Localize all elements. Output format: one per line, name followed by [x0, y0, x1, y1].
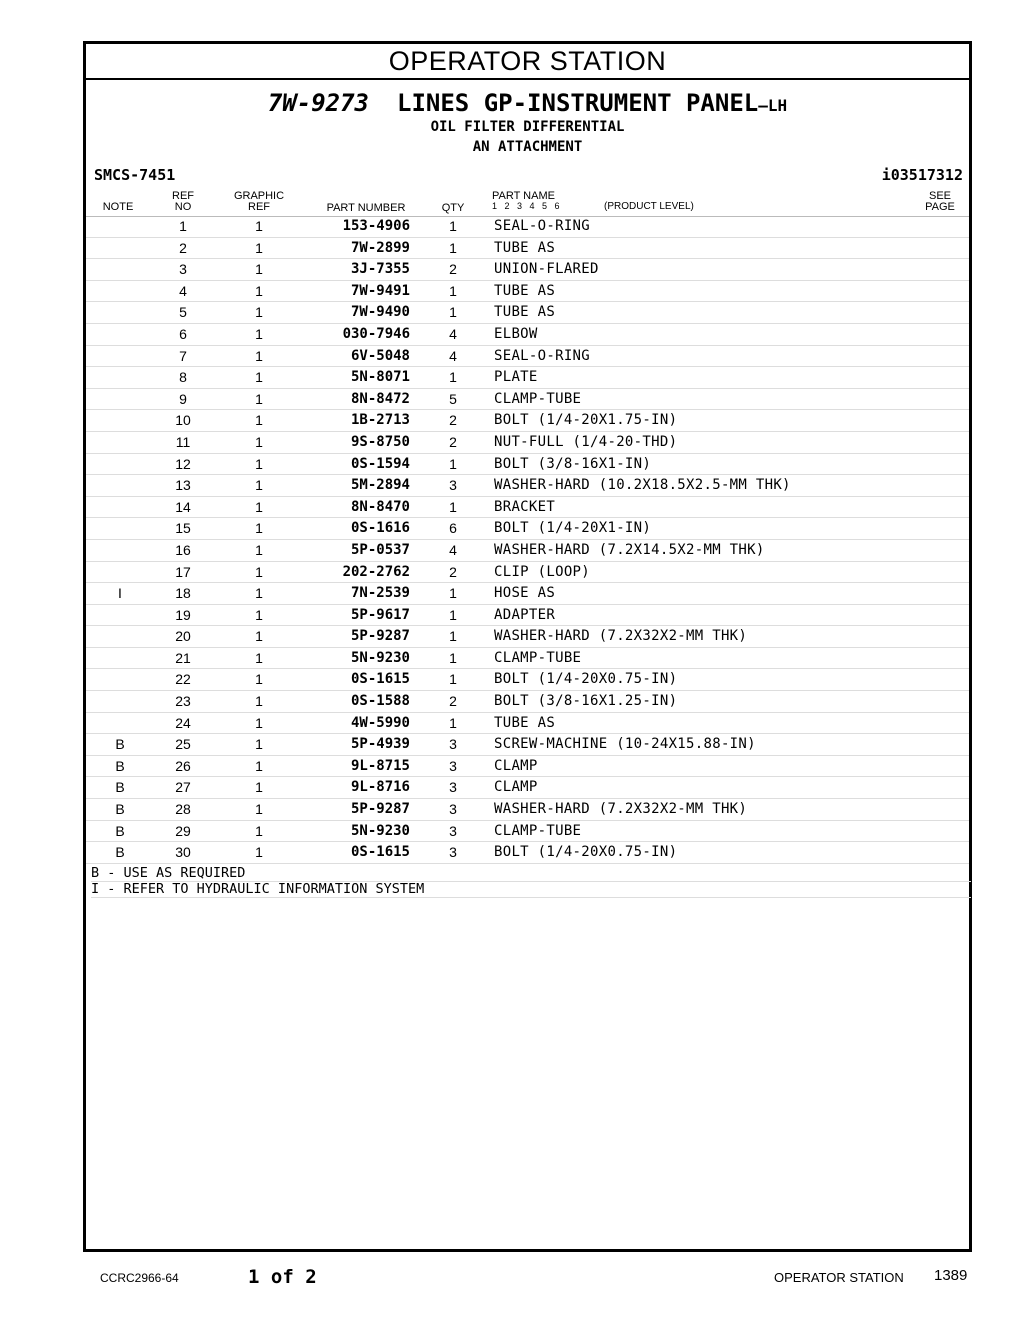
table-row: [86, 821, 969, 843]
footer-page-of: 1 of 2: [248, 1266, 317, 1288]
graphic-ref-cell: 1: [255, 390, 263, 407]
table-row: [86, 324, 969, 346]
graphic-ref-cell: 1: [255, 714, 263, 731]
graphic-ref-cell: 1: [255, 844, 263, 861]
part-name-cell: BOLT (1/4-20X1-IN): [494, 520, 652, 537]
part-name-cell: SEAL-O-RING: [494, 347, 591, 364]
graphic-ref-cell: 1: [255, 304, 263, 321]
part-number-cell: 1B-2713: [350, 412, 410, 429]
graphic-ref-cell: 1: [255, 239, 263, 256]
part-number-cell: 7N-2539: [350, 585, 410, 602]
qty-cell: 1: [449, 628, 457, 645]
part-name-cell: CLAMP-TUBE: [494, 649, 582, 666]
graphic-ref-cell: 1: [255, 541, 263, 558]
part-number-cell: 9L-8716: [350, 779, 410, 796]
table-row: [86, 734, 969, 756]
graphic-ref-cell: 1: [255, 628, 263, 645]
qty-cell: 1: [449, 239, 457, 256]
graphic-ref-cell: 1: [255, 325, 263, 342]
graphic-ref-cell: 1: [255, 606, 263, 623]
graphic-ref-cell: 1: [255, 369, 263, 386]
part-name-cell: ADAPTER: [494, 606, 556, 623]
col-note: NOTE: [102, 201, 134, 213]
table-row: [86, 583, 969, 605]
table-row: [86, 497, 969, 519]
part-name-cell: TUBE AS: [494, 239, 556, 256]
group-heading: [86, 88, 969, 121]
illustration-id: i03517312: [881, 166, 963, 184]
qty-cell: 3: [449, 779, 457, 796]
part-name-cell: TUBE AS: [494, 282, 556, 299]
part-number-cell: 0S-1588: [350, 693, 410, 710]
graphic-ref-cell: 1: [255, 282, 263, 299]
qty-cell: 2: [449, 433, 457, 450]
part-name-cell: BOLT (1/4-20X0.75-IN): [494, 844, 678, 861]
table-row: [86, 691, 969, 713]
part-number-cell: 5P-9287: [350, 801, 410, 818]
qty-cell: 4: [449, 347, 457, 364]
part-name-cell: WASHER-HARD (7.2X32X2-MM THK): [494, 801, 748, 818]
ref-cell: 8: [179, 369, 187, 386]
section-title: OPERATOR STATION: [86, 44, 969, 80]
part-name-cell: WASHER-HARD (7.2X14.5X2-MM THK): [494, 541, 765, 558]
ref-cell: 10: [175, 412, 191, 429]
table-row: [86, 562, 969, 584]
part-name-cell: UNION-FLARED: [494, 261, 599, 278]
graphic-ref-cell: 1: [255, 779, 263, 796]
part-name-cell: HOSE AS: [494, 585, 556, 602]
graphic-ref-cell: 1: [255, 801, 263, 818]
note-cell: B: [115, 822, 125, 839]
graphic-ref-cell: 1: [255, 693, 263, 710]
col-product-level: (PRODUCT LEVEL): [604, 201, 694, 212]
table-row: [86, 367, 969, 389]
table-row: [86, 346, 969, 368]
col-part-number: PART NUMBER: [326, 202, 406, 214]
graphic-ref-cell: 1: [255, 671, 263, 688]
ref-cell: 23: [175, 693, 191, 710]
graphic-ref-cell: 1: [255, 736, 263, 753]
ref-cell: 20: [175, 628, 191, 645]
qty-cell: 1: [449, 369, 457, 386]
qty-cell: 5: [449, 390, 457, 407]
graphic-ref-cell: 1: [255, 585, 263, 602]
part-number-cell: 9S-8750: [350, 433, 410, 450]
ref-cell: 26: [175, 757, 191, 774]
part-number-cell: 5M-2894: [350, 477, 410, 494]
graphic-ref-cell: 1: [255, 347, 263, 364]
part-number-cell: 8N-8472: [350, 390, 410, 407]
table-row: [86, 216, 969, 238]
graphic-ref-cell: 1: [255, 218, 263, 234]
part-number-cell: 030-7946: [342, 325, 410, 342]
table-row: [86, 238, 969, 260]
graphic-ref-cell: 1: [255, 433, 263, 450]
ref-cell: 15: [175, 520, 191, 537]
col-see-bottom: PAGE: [925, 201, 955, 213]
qty-cell: 1: [449, 498, 457, 515]
graphic-ref-cell: 1: [255, 563, 263, 580]
qty-cell: 3: [449, 477, 457, 494]
part-name-cell: CLAMP: [494, 779, 538, 796]
part-name-cell: CLAMP: [494, 757, 538, 774]
part-name-cell: TUBE AS: [494, 714, 556, 731]
part-number-cell: 202-2762: [342, 563, 410, 580]
table-row: [86, 259, 969, 281]
ref-cell: 30: [175, 844, 191, 861]
qty-cell: 1: [449, 671, 457, 688]
part-number-cell: 5P-4939: [350, 736, 410, 753]
qty-cell: 1: [449, 606, 457, 623]
part-number-cell: 0S-1615: [350, 844, 410, 861]
graphic-ref-cell: 1: [255, 649, 263, 666]
qty-cell: 1: [449, 218, 457, 234]
footer-section: OPERATOR STATION: [774, 1270, 904, 1285]
part-number-cell: 7W-9491: [350, 282, 410, 299]
part-name-cell: PLATE: [494, 369, 538, 386]
page-frame: [83, 41, 972, 1252]
part-number-cell: 8N-8470: [350, 498, 410, 515]
smcs-code: SMCS-7451: [94, 166, 176, 184]
ref-cell: 28: [175, 801, 191, 818]
col-levels: 1 2 3 4 5 6: [492, 201, 560, 211]
part-name-cell: TUBE AS: [494, 304, 556, 321]
part-name-cell: ELBOW: [494, 325, 538, 342]
footer-doc-code: CCRC2966-64: [100, 1271, 179, 1285]
graphic-ref-cell: 1: [255, 822, 263, 839]
part-number-cell: 7W-2899: [350, 239, 410, 256]
part-name-cell: SEAL-O-RING: [494, 218, 591, 234]
ref-cell: 27: [175, 779, 191, 796]
qty-cell: 1: [449, 455, 457, 472]
table-row: [86, 669, 969, 691]
group-title: LINES GP-INSTRUMENT PANEL: [397, 89, 759, 117]
table-row: [86, 799, 969, 821]
part-name-cell: WASHER-HARD (7.2X32X2-MM THK): [494, 628, 748, 645]
qty-cell: 6: [449, 520, 457, 537]
qty-cell: 1: [449, 585, 457, 602]
table-row: [86, 605, 969, 627]
part-number-cell: 5N-8071: [350, 369, 410, 386]
table-row: [86, 626, 969, 648]
table-row: [86, 777, 969, 799]
ref-cell: 4: [179, 282, 187, 299]
note-cell: B: [115, 779, 125, 796]
part-name-cell: CLIP (LOOP): [494, 563, 591, 580]
col-ref-bottom: NO: [174, 201, 192, 213]
table-row: [86, 842, 969, 864]
parts-table: [86, 216, 969, 864]
column-header: [86, 189, 969, 217]
ref-cell: 14: [175, 498, 191, 515]
col-part-name: PART NAME: [492, 190, 555, 202]
part-number-cell: 0S-1616: [350, 520, 410, 537]
ref-cell: 19: [175, 606, 191, 623]
note-cell: B: [115, 801, 125, 818]
part-name-cell: BOLT (3/8-16X1.25-IN): [494, 693, 678, 710]
col-ref-top: REF: [172, 190, 194, 202]
ref-cell: 11: [175, 433, 191, 450]
ref-cell: 3: [179, 261, 187, 278]
part-number-cell: 5P-0537: [350, 541, 410, 558]
ref-cell: 18: [175, 585, 191, 602]
qty-cell: 3: [449, 844, 457, 861]
ref-cell: 2: [179, 239, 187, 256]
part-number-cell: 6V-5048: [350, 347, 410, 364]
group-part-number: 7W-9273: [267, 89, 369, 117]
ref-cell: 21: [175, 649, 191, 666]
part-number-cell: 4W-5990: [350, 714, 410, 731]
table-row: [86, 648, 969, 670]
qty-cell: 2: [449, 261, 457, 278]
part-number-cell: 5P-9287: [350, 628, 410, 645]
part-number-cell: 9L-8715: [350, 757, 410, 774]
ref-cell: 9: [179, 390, 187, 407]
ref-cell: 7: [179, 347, 187, 364]
group-suffix: —LH: [758, 96, 788, 115]
part-name-cell: BOLT (3/8-16X1-IN): [494, 455, 652, 472]
col-graphic-top: GRAPHIC: [233, 190, 285, 202]
part-name-cell: NUT-FULL (1/4-20-THD): [494, 433, 678, 450]
note-cell: I: [118, 585, 122, 602]
table-row: [86, 713, 969, 735]
note-cell: B: [115, 844, 125, 861]
part-name-cell: WASHER-HARD (10.2X18.5X2.5-MM THK): [494, 477, 791, 494]
qty-cell: 1: [449, 304, 457, 321]
graphic-ref-cell: 1: [255, 477, 263, 494]
part-number-cell: 5N-9230: [350, 822, 410, 839]
qty-cell: 2: [449, 693, 457, 710]
table-row: [86, 756, 969, 778]
graphic-ref-cell: 1: [255, 520, 263, 537]
qty-cell: 1: [449, 282, 457, 299]
part-number-cell: 3J-7355: [350, 261, 410, 278]
qty-cell: 2: [449, 412, 457, 429]
graphic-ref-cell: 1: [255, 455, 263, 472]
part-name-cell: SCREW-MACHINE (10-24X15.88-IN): [494, 736, 756, 753]
qty-cell: 2: [449, 563, 457, 580]
ref-cell: 16: [175, 541, 191, 558]
ref-cell: 13: [175, 477, 191, 494]
note-cell: B: [115, 736, 125, 753]
qty-cell: 3: [449, 736, 457, 753]
table-row: [86, 410, 969, 432]
table-row: [86, 540, 969, 562]
part-number-cell: 153-4906: [342, 218, 410, 234]
graphic-ref-cell: 1: [255, 498, 263, 515]
table-row: [86, 281, 969, 303]
part-name-cell: BOLT (1/4-20X0.75-IN): [494, 671, 678, 688]
qty-cell: 4: [449, 541, 457, 558]
ref-cell: 22: [175, 671, 191, 688]
ref-cell: 12: [175, 455, 191, 472]
part-name-cell: CLAMP-TUBE: [494, 822, 582, 839]
col-see-top: SEE: [928, 190, 951, 202]
table-row: [86, 389, 969, 411]
col-qty: QTY: [441, 202, 465, 214]
qty-cell: 3: [449, 757, 457, 774]
table-row: [86, 432, 969, 454]
table-row: [86, 475, 969, 497]
ref-cell: 24: [175, 714, 191, 731]
subtitle-line-2: AN ATTACHMENT: [472, 139, 583, 155]
part-number-cell: 0S-1594: [350, 455, 410, 472]
table-row: [86, 454, 969, 476]
ref-cell: 25: [175, 736, 191, 753]
part-name-cell: BRACKET: [494, 498, 556, 515]
ref-cell: 1: [179, 218, 187, 234]
part-number-cell: 5P-9617: [350, 606, 410, 623]
qty-cell: 1: [449, 714, 457, 731]
note-line: I - REFER TO HYDRAULIC INFORMATION SYSTEM: [91, 882, 971, 898]
note-cell: B: [115, 757, 125, 774]
part-name-cell: BOLT (1/4-20X1.75-IN): [494, 412, 678, 429]
ref-cell: 5: [179, 304, 187, 321]
ref-cell: 6: [179, 325, 187, 342]
notes-block: [91, 866, 971, 898]
graphic-ref-cell: 1: [255, 757, 263, 774]
ref-cell: 29: [175, 822, 191, 839]
note-line: B - USE AS REQUIRED: [91, 866, 971, 882]
table-row: [86, 518, 969, 540]
graphic-ref-cell: 1: [255, 412, 263, 429]
part-number-cell: 0S-1615: [350, 671, 410, 688]
graphic-ref-cell: 1: [255, 261, 263, 278]
ref-cell: 17: [175, 563, 191, 580]
part-number-cell: 5N-9230: [350, 649, 410, 666]
footer-page-number: 1389: [934, 1267, 968, 1284]
col-graphic-bottom: REF: [248, 201, 270, 213]
table-row: [86, 302, 969, 324]
part-number-cell: 7W-9490: [350, 304, 410, 321]
qty-cell: 3: [449, 822, 457, 839]
subtitle-line-1: OIL FILTER DIFFERENTIAL: [430, 119, 625, 135]
part-name-cell: CLAMP-TUBE: [494, 390, 582, 407]
qty-cell: 4: [449, 325, 457, 342]
qty-cell: 3: [449, 801, 457, 818]
qty-cell: 1: [449, 649, 457, 666]
